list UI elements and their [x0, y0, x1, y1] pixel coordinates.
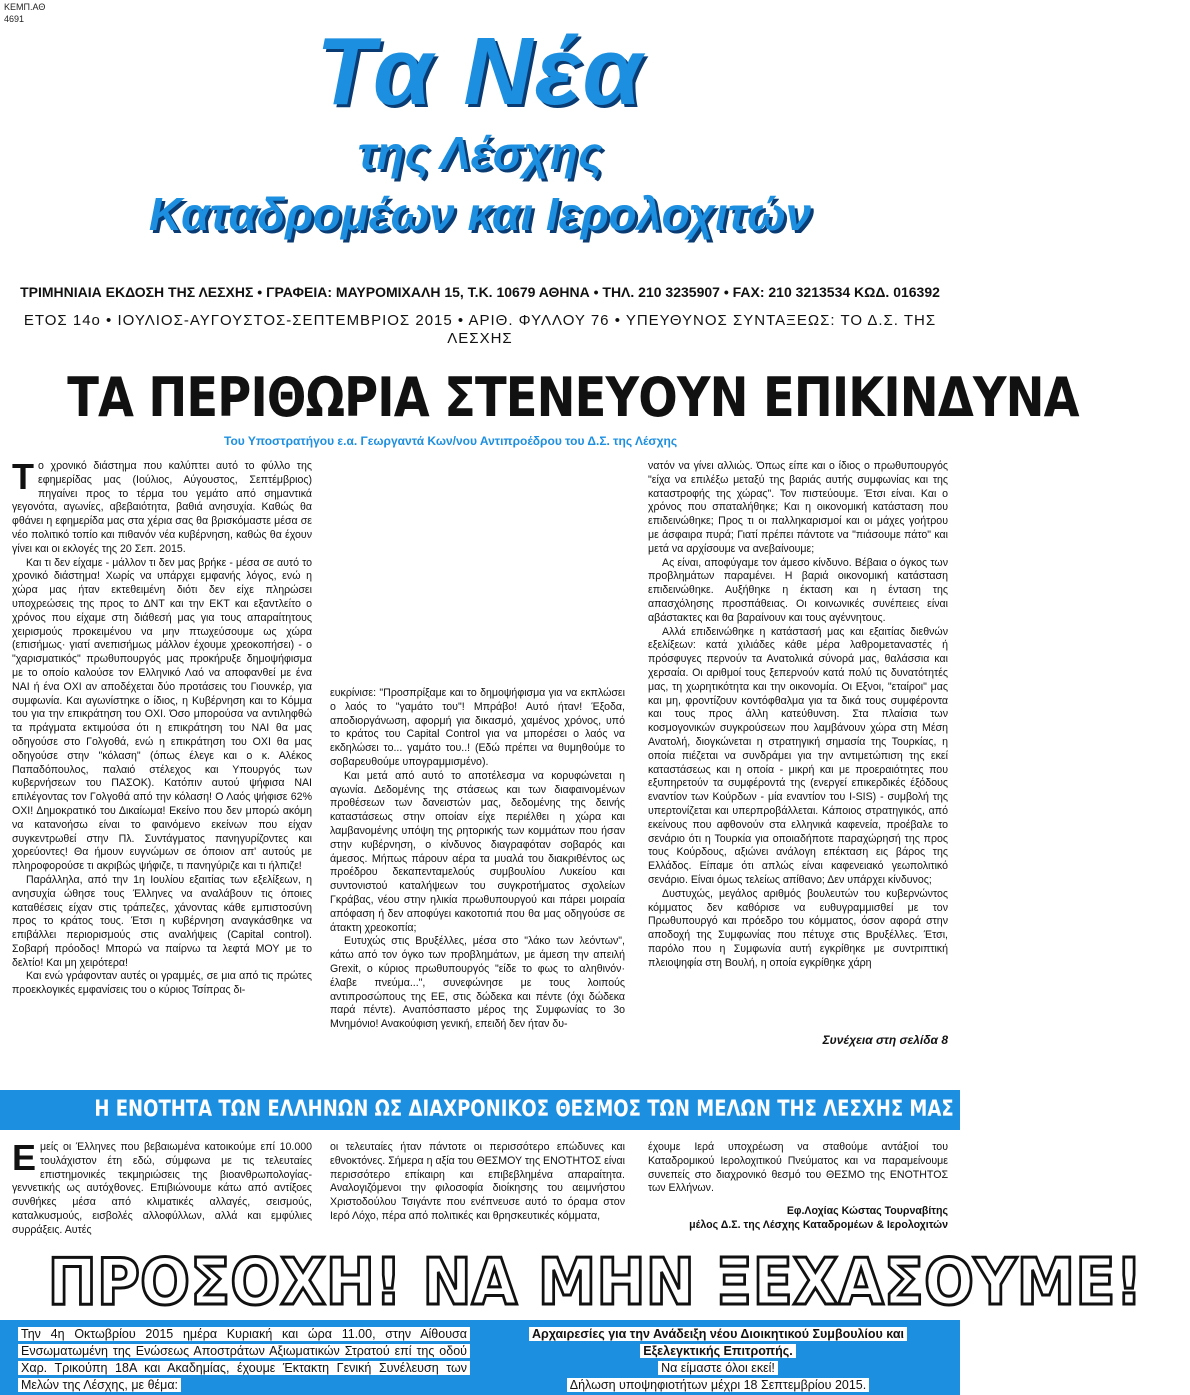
notice-text: Την 4η Οκτωβρίου 2015 ημέρα Κυριακή και ώρα 11.00, στην Αίθουσα Ενσωματωμένη της Ενώσεως Αποστράτων Αξιωματικών Στρατού επί της οδού Χαρ. Τρικούπη 18Α και Ακαδημίας, έχουμε Έκτακτη Γενική Συνέλευση των Μελών της Λέσχης, με θέμα:	[18, 1327, 470, 1392]
paragraph: νατόν να γίνει αλλιώς. Όπως είπε και ο ίδιος ο πρωθυπουργός "είχα να επιλέξω μεταξύ της βαριάς αυτής συμφωνίας και της καταστροφής της χώρας". Τον πιστεύουμε. Έτσι είναι. Και ο χρόνος που σπαταλήθηκε; Και η οικονομική κατάσταση που επιδεινώθηκε; Προς τι οι παλληκαρισμοί και οι μάχες γοήτρου με άσφαιρα πυρά; Γιατί πρέπει πάντοτε να "πιάσουμε πάτο" και μετά να αρχίσουμε να ανεβαίνουμε;	[648, 460, 948, 555]
paragraph: Και τι δεν είχαμε - μάλλον τι δεν μας βρήκε - μέσα σε αυτό το χρονικό διάστημα! Χωρίς να υπάρχει εμφανής λόγος, ενώ η χώρα μας ήταν εκτεθειμένη διότι δεν είχε πληρώσει υποχρεώσεις της προς το ΔΝΤ και την ΕΚΤ και εξαντλείτο ο χρόνος που είχαμε στη διάθεσή μας για τους απαραίτητους χειρισμούς προκειμένου να μην πτωχεύσουμε ως χώρα (επισήμως· γιατί ανεπισήμως μάλλον έχουμε χρεοκοπήσει) - ο "χαρισματικός" πρωθυπουργός μας προκήρυξε δημοψήφισμα με το οποίο καλούσε τον Ελληνικό Λαό να αποφανθεί με ένα ΝΑΙ ή ένα ΟΧΙ αν αποδέχεται δύο προτάσεις του Γιουνκέρ, για συμφωνία. Και αγωνίστηκε ο ίδιος, η Κυβέρνηση και το Κόμμα του για την επικράτηση του ΟΧΙ. Όσο μπορούσα να αντιληφθώ τα πράγματα εκτιμούσα ότι η επικράτηση του ΝΑΙ θα μας οδηγούσε στο Γολγοθά, ενώ η επικράτηση του ΟΧΙ θα μας οδηγούσε στην "κόλαση" (όπως έλεγε και ο κ. Αλέκος Παπαδόπουλος, παλαιό στέλεχος και Υπουργός των κυβερνήσεων του ΠΑΣΟΚ). Κατόπιν αυτού ψήφισα ΝΑΙ επιλέγοντας τον Γολγοθά από την κόλαση! Ο Λαός ψήφισε 62% ΟΧΙ! Δημοκρατικό του Δικαίωμα! Εκείνο που δεν μπορώ ακόμη να κατανοήσω είναι το φαινόμενο εκείνων που είχαν συγκεντρωθεί στην Πλ. Συντάγματος πανηγυρίζοντες και χορεύοντες! Θα ήμουν ευγνώμων σε όποιον απ' αυτούς με πληροφορούσε τι ακριβώς ψήφιζε, τι πανηγύριζε και τι ήλπιζε!	[12, 556, 312, 873]
assembly-notice-box	[0, 1320, 960, 1395]
issue-info-line: ΕΤΟΣ 14ο • ΙΟΥΛΙΟΣ-ΑΥΓΟΥΣΤΟΣ-ΣΕΠΤΕΜΒΡΙΟΣ 2015 • ΑΡΙΘ. ΦΥΛΛΟΥ 76 • ΥΠΕΥΘΥΝΟΣ ΣΥΝΤΑΞΕΩΣ: ΤΟ Δ.Σ. ΤΗΣ ΛΕΣΧΗΣ	[23, 312, 937, 347]
attention-text: ΠΡΟΣΟΧΗ! ΝΑ ΜΗΝ ΞΕΧΑΣΟΥΜΕ!	[47, 1246, 1143, 1320]
notice-call: Να είμαστε όλοι εκεί!	[658, 1361, 778, 1375]
article-byline: Του Υποστρατήγου ε.α. Γεωργαντά Κων/νου Αντιπροέδρου του Δ.Σ. της Λέσχης	[224, 434, 678, 448]
paragraph: ο χρονικό διάστημα που καλύπτει αυτό το φύλλο της εφημερίδας μας (Ιούλιος, Αύγουστος, Σεπτέμβριος) πηγαίνει προς το τέρμα του γεμάτο από σημαντικά γεγονότα, αγωνίες, αβεβαιότητα, βαθιά ανησυχία. Καθώς θα φθάνει η εφημερίδα μας στα χέρια σας θα βρισκόμαστε μέσα σε νέο πολιτικό τοπίο και πιθανόν νέα κυβέρνηση, καθώς θα έχουν γίνει και οι εκλογές της 20 Σεπ. 2015.	[12, 460, 312, 555]
paragraph: έχουμε Ιερά υποχρέωση να σταθούμε αντάξιοί του Καταδρομικού Ιερολοχιτικού Πνεύματος και να παραμείνουμε συνεπείς στο διαχρονικό θεσμό του ΘΕΣΜΟ της ΕΝΟΤΗΤΟΣ των Ελλήνων.	[648, 1141, 948, 1195]
continued-on-page: Συνέχεια στη σελίδα 8	[822, 1033, 948, 1047]
paragraph: ευκρίνισε: "Προσπρίξαμε και το δημοψήφισμα για να εκπλώσει ο λαός το "γαμάτο του"! Μπράβο! Αυτό ήταν! Έξοδα, αποδιοργάνωση, αφορμή για δικασμό, χαμένος χρόνος, υπό το κράτος του Capital Control για να μπορέσει ο λαός να εκδηλώσει το... γαμάτο του..! (Εδώ πρέπει να θυμηθούμε το σοβαρευθούμε υπογραμμισμένο).	[330, 687, 625, 768]
paragraph: Και ενώ γράφονταν αυτές οι γραμμές, σε μια από τις πρώτες προεκλογικές εμφανίσεις του ο κύριος Τσίπρας δι-	[12, 970, 312, 997]
paragraph: Και μετά από αυτό το αποτέλεσμα να κορυφώνεται η αγωνία. Δεδομένης της στάσεως και των διαφαινομένων προθέσεων των δανειστών μας, δεδομένης της δεινής καταστάσεως στην οποίαν είχε περιέλθει η χώρα και λαμβανομένης υπόψη της ρητορικής των κομμάτων που ήσαν στην κυβέρνηση, ο κίνδυνος διαγραφόταν σοβαρός και άμεσος. Μήπως πάρουν αέρα τα μυαλά του διακριθέντος ως προέδρου δεκαπενταμελούς συμβουλίου Λυκείου και συντονιστού καταλήψεων του συγκροτήματος σχολείων Γκράβας, νέου στην ηλικία πρωθυπουργού και πάρει μοιραία απόφαση ή δεν αποφύγει κακοτοπιά που θα μας οδηγούσε σε άτακτη χρεοκοπία;	[330, 769, 625, 934]
assembly-notice-left	[18, 1326, 470, 1394]
unity-banner-text: Η ΕΝΟΤΗΤΑ ΤΩΝ ΕΛΛΗΝΩΝ ΩΣ ΔΙΑΧΡΟΝΙΚΟΣ ΘΕΣΜΟΣ ΤΩΝ ΜΕΛΩΝ ΤΗΣ ΛΕΣΧΗΣ ΜΑΣ	[94, 1097, 954, 1122]
masthead-subtitle-2: Καταδρομέων και Ιερολοχιτών	[148, 188, 812, 240]
main-headline: ΤΑ ΠΕΡΙΘΩΡΙΑ ΣΤΕΝΕΥΟΥΝ ΕΠΙΚΙΝΔΥΝΑ	[67, 366, 1079, 429]
unity-banner	[0, 1090, 960, 1130]
attention-headline	[0, 1246, 1143, 1320]
masthead-subtitle-1: της Λέσχης	[357, 127, 603, 179]
paragraph: Δυστυχώς, μεγάλος αριθμός βουλευτών του κυβερνώντος κόμματος δεν καθόρισε να ευθυγραμμισθεί με τον Πρωθυπουργό και πρόεδρο του κόμματος, όσον αφορά στην αποδοχή της Συμφωνίας που πέτυχε στις Βρυξέλλες. Έτσι, παρόλο που η Συμφωνία αυτή εγκρίθηκε με συντριπτική πλειοψηφία στη Βουλή, η οποία εγκρίθηκε χάρη	[648, 887, 948, 969]
notice-elections: Αρχαιρεσίες για την Ανάδειξη νέου Διοικητικού Συμβουλίου και Εξελεγκτικής Επιτροπής.	[529, 1327, 907, 1358]
signature-role: μέλος Δ.Σ. της Λέσχης Καταδρομέων & Ιερολοχιτών	[689, 1219, 948, 1232]
notice-deadline: Δήλωση υποψηφιοτήτων μέχρι 18 Σεπτεμβρίου 2015.	[567, 1378, 869, 1392]
publication-info-line: ΤΡΙΜΗΝΙΑΙΑ ΕΚΔΟΣΗ ΤΗΣ ΛΕΣΧΗΣ • ΓΡΑΦΕΙΑ: ΜΑΥΡΟΜΙΧΑΛΗ 15, Τ.Κ. 10679 ΑΘΗΝΑ • ΤΗΛ. 210 3235907 • FAX: 210 3213534 ΚΩΔ. 016392	[20, 284, 940, 300]
code-label: ΚΕΜΠ.ΑΘ	[4, 2, 46, 12]
dropcap: Τ	[12, 456, 34, 497]
paragraph: μείς οι Έλληνες που βεβαιωμένα κατοικούμε επί 10.000 τουλάχιστον έτη εδώ, σύμφωνα με τις τελευταίες επιστημονικές τεκμηριώσεις της βιοανθρωπολογίας-γεννετικής ως αυτόχθονες. Επιβιώνουμε κάτω από αντίξοες συνθήκες μέσα από κλιματικές αλλαγές, σεισμούς, καταλκυσμούς, εισβολές αλλοφύλλων, αλλά και εμφύλιες συρράξεις. Αυτές	[12, 1141, 312, 1236]
paragraph: Αλλά επιδεινώθηκε η κατάστασή μας και εξαιτίας διεθνών εξελίξεων: κατά χιλιάδες κάθε μέρα λαθρομεταναστές ή πρόσφυγες περνούν τα Ανατολικά σύνορά μας, θαλάσσια και χερσαία. Οι αριθμοί τους ξεπερνούν κατά πολύ τις δυνατότητές μας, τη χωρητικότητα και την οικονομία. Οι Εξνοι, "εταίροι" μας και μη, φροντίζουν κοντόφθαλμα για τα δικά τους συμφέροντα και τους προς άλλη κατεύθυνση. Στα πλαίσια των κοσμογονικών συγκρούσεων που λαμβάνουν χώρα στη Μέση Ανατολή, διογκώνεται η στρατηγική σημασία της Τουρκίας, η οποία πιέζεται να συνδράμει για την αντιμετώπιση της εκεί καταστάσεως και η οποία - μικρή και με προεραιότητες που εξυπηρετούν τα συμφέροντά της (ενεργεί επικερδικές έξόδους εναντίον των Κούρδων - μία εναντίον του I-SIS) - συμβολή της υπερτονίζεται και υπερπροβάλλεται. Κάποιος στρατηγικός, από εκείνους που αφθονούν στα ελληνικά καφενεία, προέβαλε το σενάριο ότι η Τουρκία για οποιαδήποτε παραχώρησή της προς τους Κούρδους, αξιώνει ανάλογη επέκταση εις βάρος της Ελλάδος. Είπαμε ότι απλώς είναι καφενειακό γεωπολιτικό σενάριο. Είναι όμως τελείως απίθανο; Δεν υπάρχει κίνδυνος;	[648, 625, 948, 886]
issue-code: 4691	[4, 14, 25, 24]
article-column-1	[12, 456, 312, 998]
paragraph: Ευτυχώς στις Βρυξέλλες, μέσα στο "λάκο των λεόντων", κάτω από τον όγκο των προβλημάτων, με άμεση την απειλή Grexit, ο κύριος πρωθυπουργός "είδε το φως το αληθινόν· έλαβε πνεύμα...", συνεφώνησε με τους λοιπούς αντιπροσώπους της ΕΕ, στις δώδεκα και πέντε (όχι δώδεκα παρά πέντε). Αναπόσπαστο μέρος της Συμφωνίας το 3ο Μνημόνιο! Ανακούφιση γενική, επειδή δεν ήταν δυ-	[330, 935, 625, 1031]
article-column-2	[330, 687, 625, 1032]
signature-name: Εφ.Λοχίας Κώστας Τουρναβίτης	[786, 1205, 948, 1218]
article-column-3	[648, 460, 948, 970]
unity-column-2: οι τελευταίες ήταν πάντοτε οι περισσότερο επώδυνες και εθνοκτόνες. Σήμερα η αξία του ΘΕΣΜΟΥ της ΕΝΟΤΗΤΟΣ είναι περισσότερο επίκαιρη και επιβεβλημένα απαραίτητα. Αναλογιζόμενοι την φιλοσοφία διοίκησης του αειμνήστου Χριστοδούλου Τσιγάντε που ενέπνευσε αυτό το όραμα στον Ιερό Λόχο, πέρα από πολιτικές και θρησκευτικές κόμματα,	[330, 1141, 625, 1222]
paragraph: Παράλληλα, από την 1η Ιουλίου εξαιτίας των εξελίξεων, η ανησυχία ώθησε τους Έλληνες να αναλάβουν τις όποιες καταθέσεις είχαν στις τράπεζες, χάνοντας κάθε εμπιστοσύνη προς το κράτος τους. Έτσι η κυβέρνηση αναγκάσθηκε να επιβάλλει περιορισμούς στις αναλήψεις (Capital control). Σοβαρή πρόοδος! Μπορώ να παίρνω τα λεφτά ΜΟΥ με το δελτίο! Και μη χειρότερα!	[12, 873, 312, 969]
unity-column-3	[648, 1141, 948, 1232]
masthead-title: Τα Νέα	[315, 18, 645, 125]
unity-column-1	[12, 1137, 312, 1238]
dropcap: Ε	[12, 1137, 37, 1178]
paragraph: Ας είναι, αποφύγαμε τον άμεσο κίνδυνο. Βέβαια ο όγκος των προβλημάτων παραμένει. Η βαριά οικονομική κατάσταση επιδεινώθηκε. Αυξήθηκε η έκταση και η ένταση της απασχόλησης προσπάθειας. Οι κοινωνικές συνέπειες είναι αβάστακτες και θα βαραίνουν και τους αγέννητους.	[648, 556, 948, 624]
assembly-notice-right	[492, 1326, 944, 1394]
